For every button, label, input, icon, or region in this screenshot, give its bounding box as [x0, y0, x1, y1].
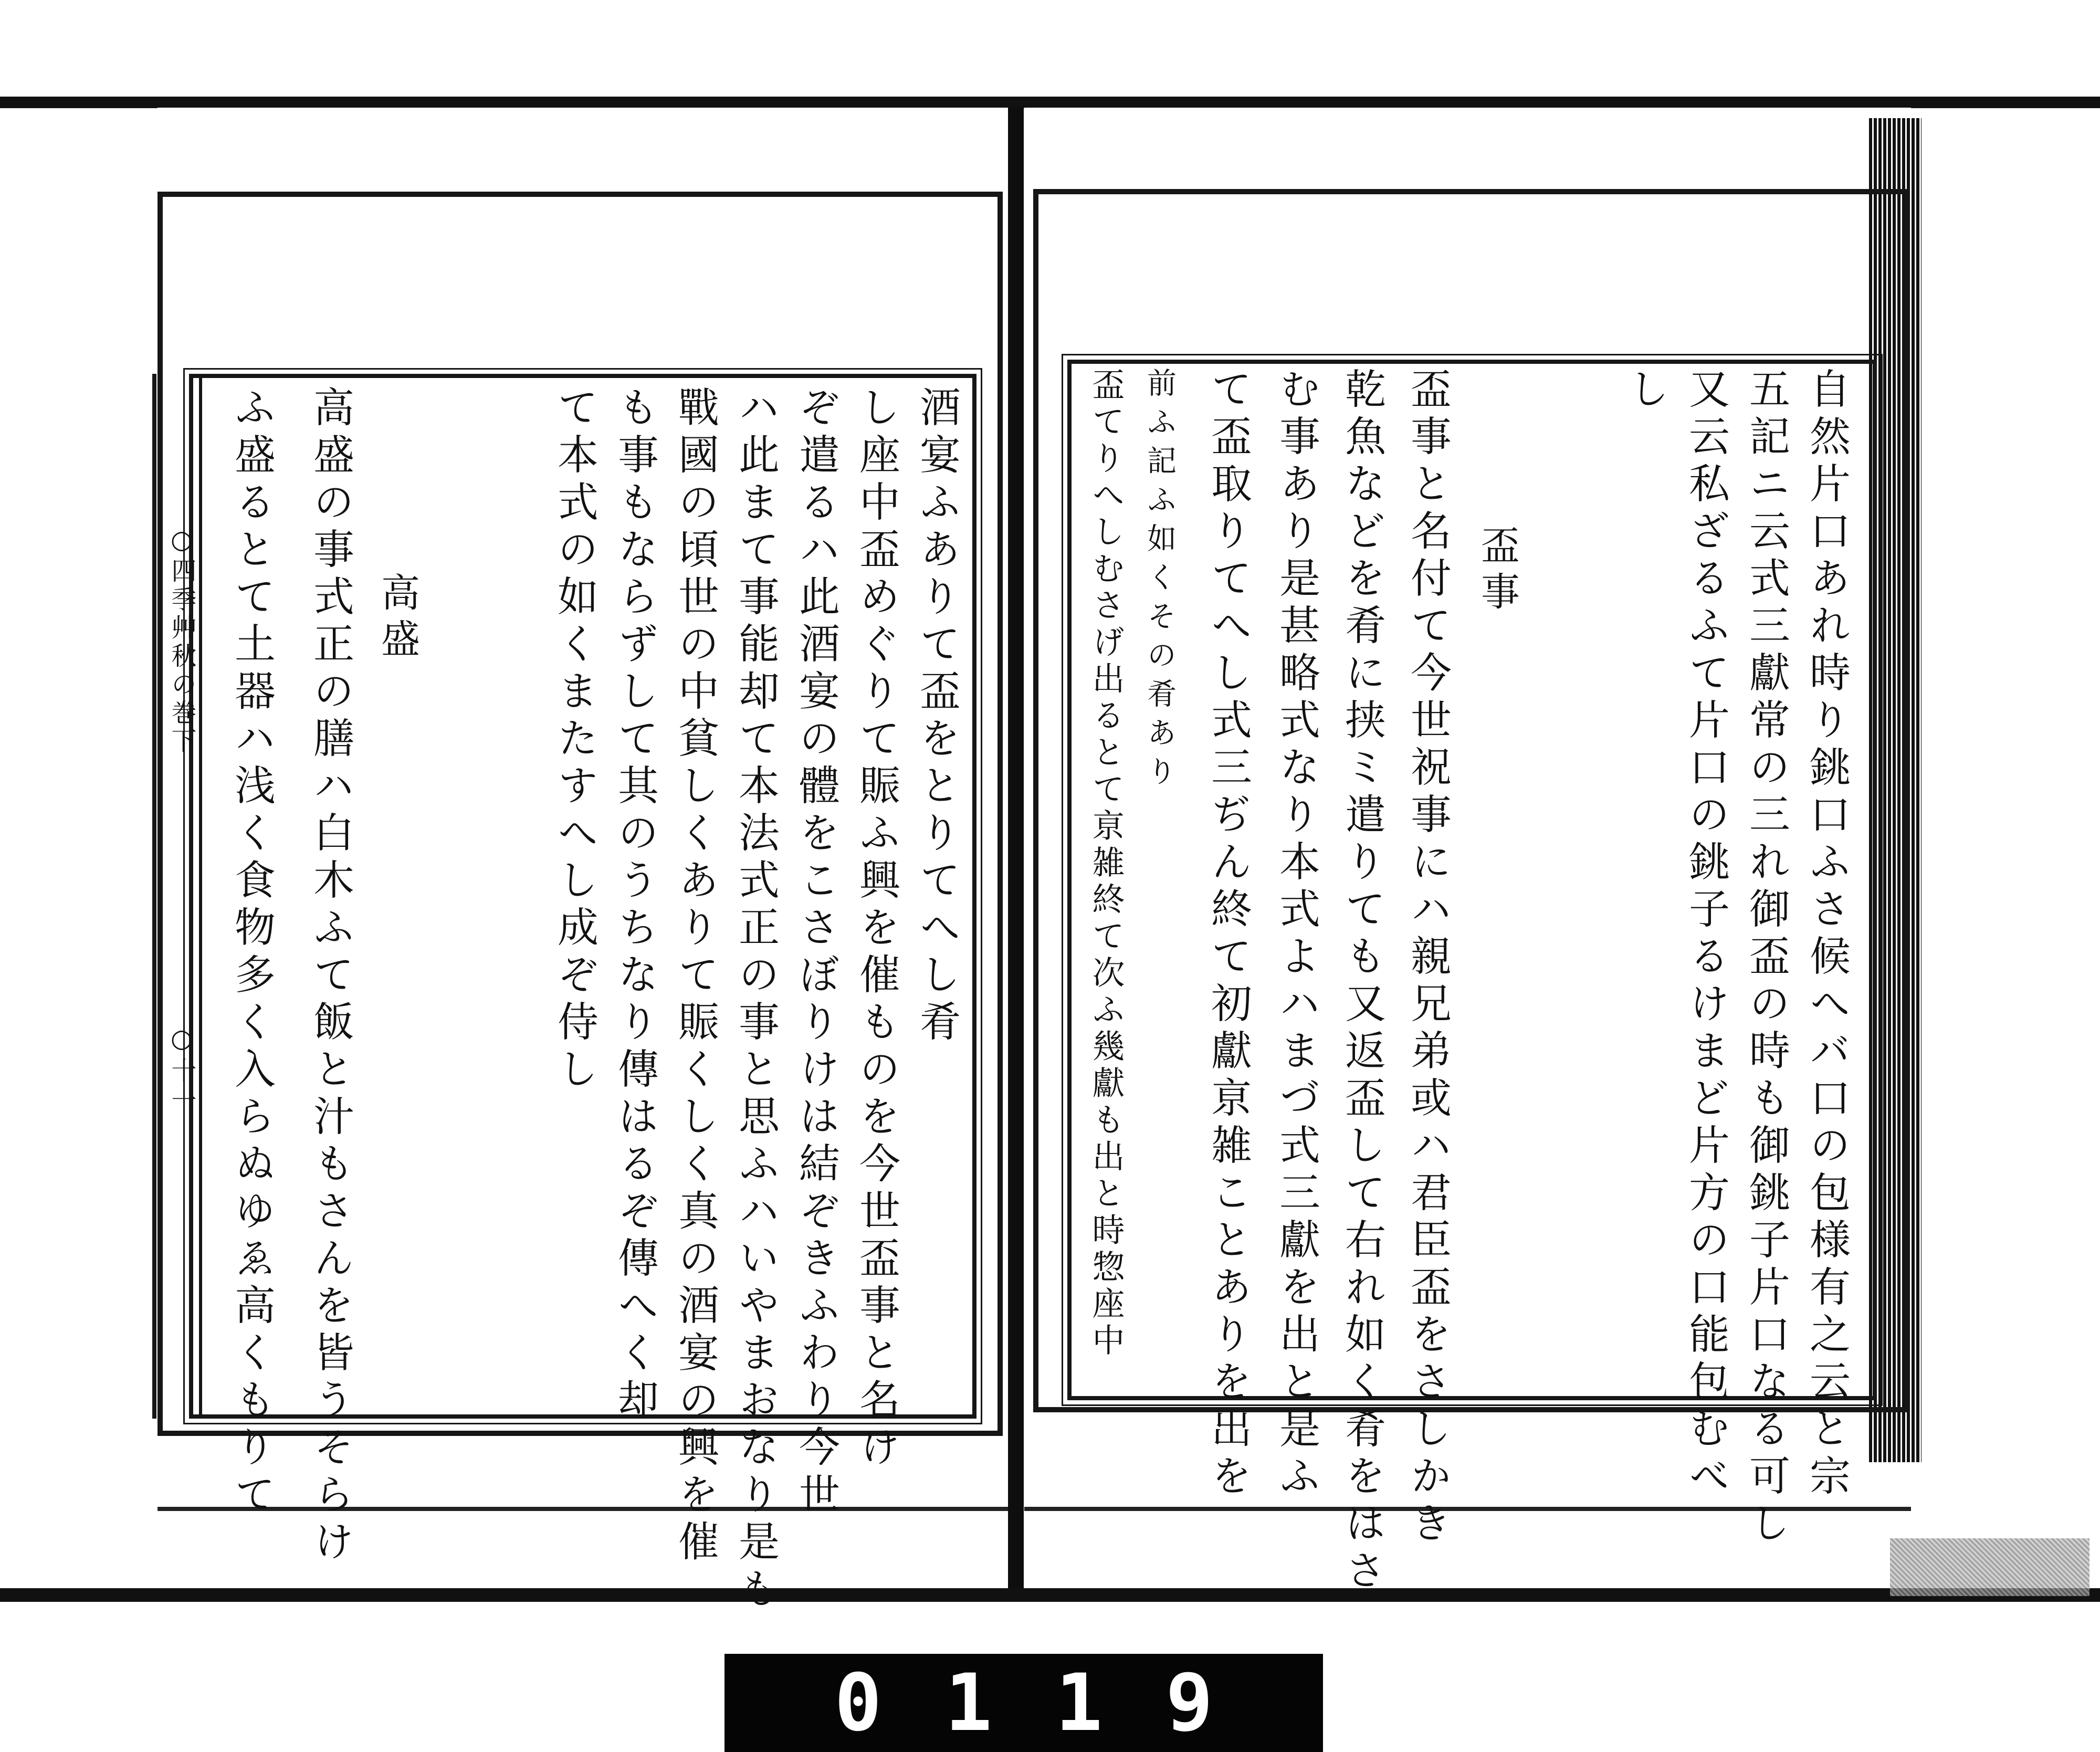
sakazuki-column-1: 盃事と名付て今世祝事にハ親兄弟或ハ君臣盃をさしかき [1404, 368, 1451, 1549]
sakazuki-column-4: て盃取りてへし式三ぢん終て初獻亰雑ことありを出を [1204, 368, 1252, 1502]
scan-noise [1890, 1538, 2090, 1596]
left-column-3: ぞ遣るハ此酒宴の體をこさぼりけは結ぞきふわり今世 [792, 386, 839, 1520]
takamori-column-1: 高盛の事式正の膳ハ白木ふて飯と汁もさんを皆うそらけ [307, 386, 354, 1567]
left-column-1: 酒宴ふありて盃をとりてへし肴 [913, 386, 960, 1047]
running-head: ○四季艸秋の巻下 [167, 525, 196, 756]
left-column-6: も事もならずして其のうちなり傳はるぞ傳へく却 [611, 386, 658, 1425]
right-column-2: 五記ニ云式三獻常の三れ御盃の時も御銚子片口なる可し [1742, 368, 1790, 1549]
heading-sakazuki: 盃事 [1475, 525, 1520, 617]
right-column-4: し [1622, 368, 1669, 415]
takamori-column-2: ふ盛るとて土器ハ浅く食物多く入らぬゆゑ高くもりて [228, 386, 275, 1520]
top-edge-band [0, 97, 2100, 108]
sakazuki-column-3: む事あり是甚略式なり本式よハまづ式三獻を出と是ふ [1273, 368, 1320, 1502]
book-gutter [1008, 108, 1024, 1593]
folio: ○十一 [167, 1024, 196, 1116]
left-column-4: ハ此まて事能却て本法式正の事と思ふハいやまおなり是も [732, 386, 779, 1614]
left-column-7: て本式の如くまたすへし成ぞ侍し [551, 386, 598, 1095]
sakazuki-column-5: 前ふ記ふ如くその肴あり [1142, 368, 1177, 795]
frame-number-plate [724, 1654, 1323, 1752]
left-column-2: し座中盃めぐりて賑ふ興を催ものを今世盃事と名け [853, 386, 900, 1473]
frame-number: 0119 [834, 1657, 1276, 1749]
bottom-edge-band [0, 1588, 2100, 1602]
heading-takamori: 高盛 [375, 572, 420, 665]
sakazuki-column-2: 乾魚などを肴に挟ミ遣りても又返盃して右れ如く肴をはさ [1338, 368, 1385, 1596]
left-column-5: 戰國の頃世の中貧しくありて賑くしく真の酒宴の興を催 [671, 386, 719, 1567]
right-column-1: 自然片口あれ時り銚口ふさ候へバ口の包様有之云と宗 [1803, 368, 1850, 1502]
right-column-3: 又云私ざるふて片口の銚子るけまど片方の口能包むべ [1682, 368, 1729, 1502]
sakazuki-column-6: 盃てりへしむさげ出るとて亰雑終て次ふ幾獻も出と時惣座中 [1087, 368, 1125, 1360]
